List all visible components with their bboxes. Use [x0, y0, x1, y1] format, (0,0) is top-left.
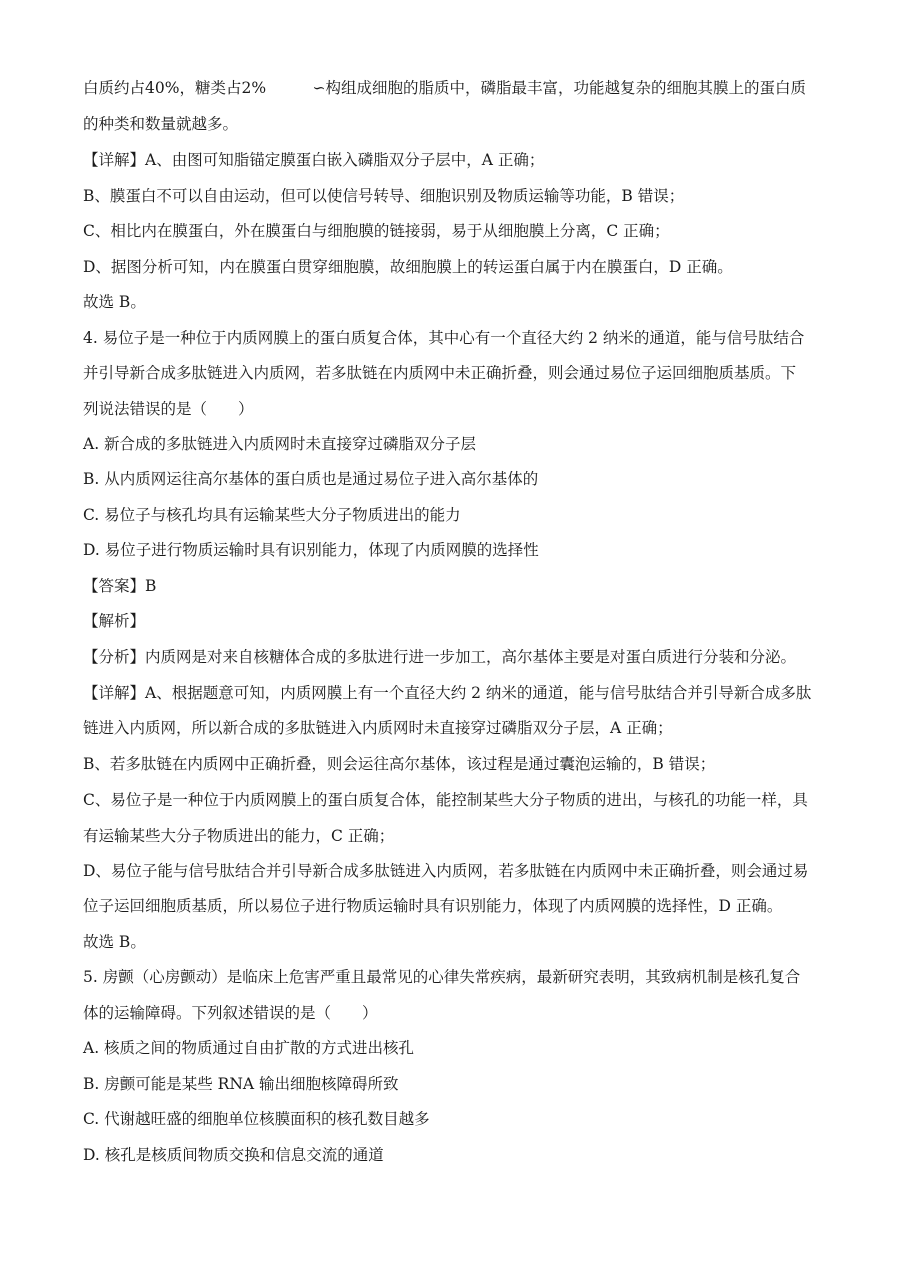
text-line: 【详解】A、由图可知脂锚定膜蛋白嵌入磷脂双分子层中，A 正确； [83, 151, 545, 169]
text-line: C、易位子是一种位于内质网膜上的蛋白质复合体，能控制某些大分子物质的进出，与核孔的功能一样，具 [83, 791, 808, 809]
question-5-stem: 5. 房颤（心房颤动）是临床上危害严重且最常见的心律失常疾病，最新研究表明，其致病机制是核孔复合 [83, 968, 801, 986]
option-b: B. 房颤可能是某些 RNA 输出细胞核障碍所致 [83, 1075, 399, 1093]
text-line: D、据图分析可知，内在膜蛋白贯穿细胞膜，故细胞膜上的转运蛋白属于内在膜蛋白，D 正确。 [83, 258, 733, 276]
option-a: A. 新合成的多肽链进入内质网时未直接穿过磷脂双分子层 [83, 435, 477, 453]
text-line: 链进入内质网，所以新合成的多肽链进入内质网时未直接穿过磷脂双分子层，A 正确； [83, 719, 673, 737]
text-line: D、易位子能与信号肽结合并引导新合成多肽链进入内质网，若多肽链在内质网中未正确折叠，则会通过易 [83, 862, 809, 880]
option-d: D. 核孔是核质间物质交换和信息交流的通道 [83, 1146, 384, 1164]
answer-label: 【答案】B [83, 577, 157, 595]
text-line: 故选 B。 [83, 933, 146, 951]
option-b: B. 从内质网运往高尔基体的蛋白质也是通过易位子进入高尔基体的 [83, 470, 539, 488]
question-4-stem: 4. 易位子是一种位于内质网膜上的蛋白质复合体，其中心有一个直径大约 2 纳米的通道，能与信号肽结合 [83, 329, 805, 347]
question-4-stem: 并引导新合成多肽链进入内质网，若多肽链在内质网中未正确折叠，则会通过易位子运回细胞质基质。下 [83, 364, 797, 382]
option-c: C. 易位子与核孔均具有运输某些大分子物质进出的能力 [83, 506, 461, 524]
option-d: D. 易位子进行物质运输时具有识别能力，体现了内质网膜的选择性 [83, 541, 539, 559]
analysis-label: 【解析】 [83, 612, 146, 630]
text-line: 故选 B。 [83, 293, 146, 311]
text-line: B、若多肽链在内质网中正确折叠，则会运往高尔基体，该过程是通过囊泡运输的，B 错误； [83, 755, 716, 773]
text-line: 的种类和数量就越多。 [83, 115, 239, 133]
text-line: B、膜蛋白不可以自由运动，但可以使信号转导、细胞识别及物质运输等功能，B 错误； [83, 187, 685, 205]
text-line: 【分析】内质网是对来自核糖体合成的多肽进行进一步加工，高尔基体主要是对蛋白质进行分装和分泌。 [83, 648, 797, 666]
question-4-stem: 列说法错误的是（ ） [83, 400, 254, 418]
text-line: 白质约占40%，糖类占2% ∽构组成细胞的脂质中，磷脂最丰富，功能越复杂的细胞其膜上的蛋白质 [83, 79, 807, 97]
question-5-stem: 体的运输障碍。下列叙述错误的是（ ） [83, 1004, 378, 1022]
option-c: C. 代谢越旺盛的细胞单位核膜面积的核孔数目越多 [83, 1110, 430, 1128]
text-line: 【详解】A、根据题意可知，内质网膜上有一个直径大约 2 纳米的通道，能与信号肽结合并引导新合成多肽 [83, 684, 812, 702]
option-a: A. 核质之间的物质通过自由扩散的方式进出核孔 [83, 1039, 415, 1057]
text-line: 有运输某些大分子物质进出的能力，C 正确； [83, 827, 395, 845]
text-line: C、相比内在膜蛋白，外在膜蛋白与细胞膜的链接弱，易于从细胞膜上分离，C 正确； [83, 222, 670, 240]
text-line: 位子运回细胞质基质，所以易位子进行物质运输时具有识别能力，体现了内质网膜的选择性，D 正确。 [83, 897, 783, 915]
